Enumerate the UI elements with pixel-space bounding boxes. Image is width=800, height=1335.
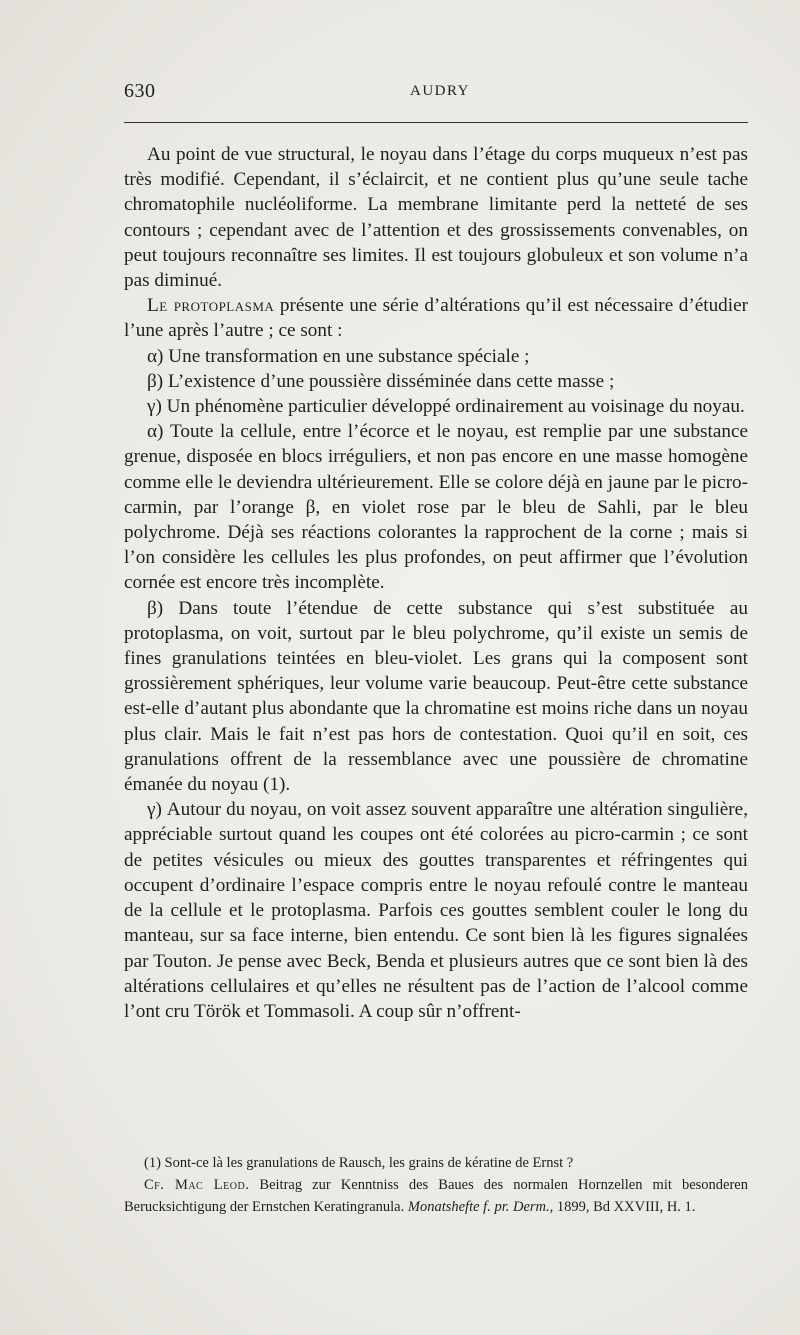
paragraph-protoplasma-intro [124, 293, 748, 343]
protoplasma-intro-text: présente une série d’altérations qu’il est nécessaire d’étudier l’une après l’autre ; ce sont : [124, 295, 749, 342]
list-item-alpha: α) Une transformation en une substance spéciale ; [147, 345, 530, 367]
footnote-2-journal: Monatshefte f. pr. Derm. [407, 1199, 550, 1215]
page-header [124, 80, 748, 104]
paragraph-alpha: α) Toute la cellule, entre l’écorce et le noyau, est remplie par une substance grenue, disposée en blocs irréguliers, et non pas encore en une masse homogène comme elle le deviendra ultérieurement. Elle se colore déjà en jaune par le picro-carmin, par l’orange β, en violet rose par le bleu de Sahli, par le bleu polychrome. Déjà ses réactions colorantes la rapprochent de la corne ; mais si l’on considère les cellules les plus profondes, on peut affirmer que l’évolution cornée est encore très incomplète. [124, 421, 748, 594]
page-number: 630 [124, 80, 156, 102]
list-item-beta: β) L’existence d’une poussière disséminée dans cette masse ; [147, 370, 615, 392]
footnote-2-tail: , 1899, Bd XXVIII, H. 1. [549, 1199, 696, 1215]
header-rule [124, 122, 748, 123]
protoplasma-lead: Le protoplasma [147, 295, 275, 317]
body-text [124, 142, 748, 1024]
running-head: AUDRY [410, 83, 471, 99]
footnote-2-author: Cf. Mac Leod. [144, 1177, 250, 1193]
paragraph-nucleus-structure: Au point de vue structural, le noyau dans l’étage du corps muqueux n’est pas très modifié. Cependant, il s’éclaircit, et ne contient plus qu’une seule tache chromatophile nucléoliforme. La membrane limitante perd la netteté de ses contours ; cependant avec de l’attention et des grossissements convenables, on peut toujours reconnaître ses limites. Il est toujours globuleux et son volume n’a pas diminué. [124, 144, 748, 292]
footnotes [124, 1152, 748, 1218]
footnote-2 [124, 1174, 748, 1218]
paragraph-gamma: γ) Autour du noyau, on voit assez souvent apparaître une altération singulière, appréciable surtout quand les coupes ont été colorées au picro-carmin ; ce sont de petites vésicules ou mieux des gouttes transparentes et réfringentes qui occupent d’ordinaire l’espace compris entre le noyau refoulé contre le manteau de la cellule et le protoplasma. Parfois ces gouttes semblent couler le long du manteau, sur sa face interne, bien entendu. Ce sont bien là les figures signalées par Touton. Je pense avec Beck, Benda et plusieurs autres que ce sont bien là des altérations cellulaires et qu’elles ne résultent pas de l’action de l’alcool comme l’ont cru Török et Tommasoli. A coup sûr n’offrent- [124, 799, 748, 1022]
paragraph-beta: β) Dans toute l’étendue de cette substance qui s’est substituée au protoplasma, on voit, surtout par le bleu polychrome, qu’il existe un semis de fines granulations teintées en bleu-violet. Les grans qui la composent sont grossièrement sphériques, leur volume varie beaucoup. Peut-être cette substance est-elle d’autant plus abondante que la chromatine est moins riche dans un noyau plus clair. Mais le fait n’est pas hors de contestation. Quoi qu’il en soit, ces granulations offrent de la ressemblance avec une poussière de chromatine émanée du noyau (1). [124, 597, 748, 796]
list-item-gamma: γ) Un phénomène particulier développé ordinairement au voisinage du noyau. [147, 396, 745, 418]
footnote-1: (1) Sont-ce là les granulations de Rausch, les grains de kératine de Ernst ? [144, 1155, 574, 1171]
footnote-2-text: Beitrag zur Kenntniss des Baues des normalen Hornzellen mit besonderen Berucksichtigung der Ernstchen Keratingranula. [124, 1177, 748, 1215]
